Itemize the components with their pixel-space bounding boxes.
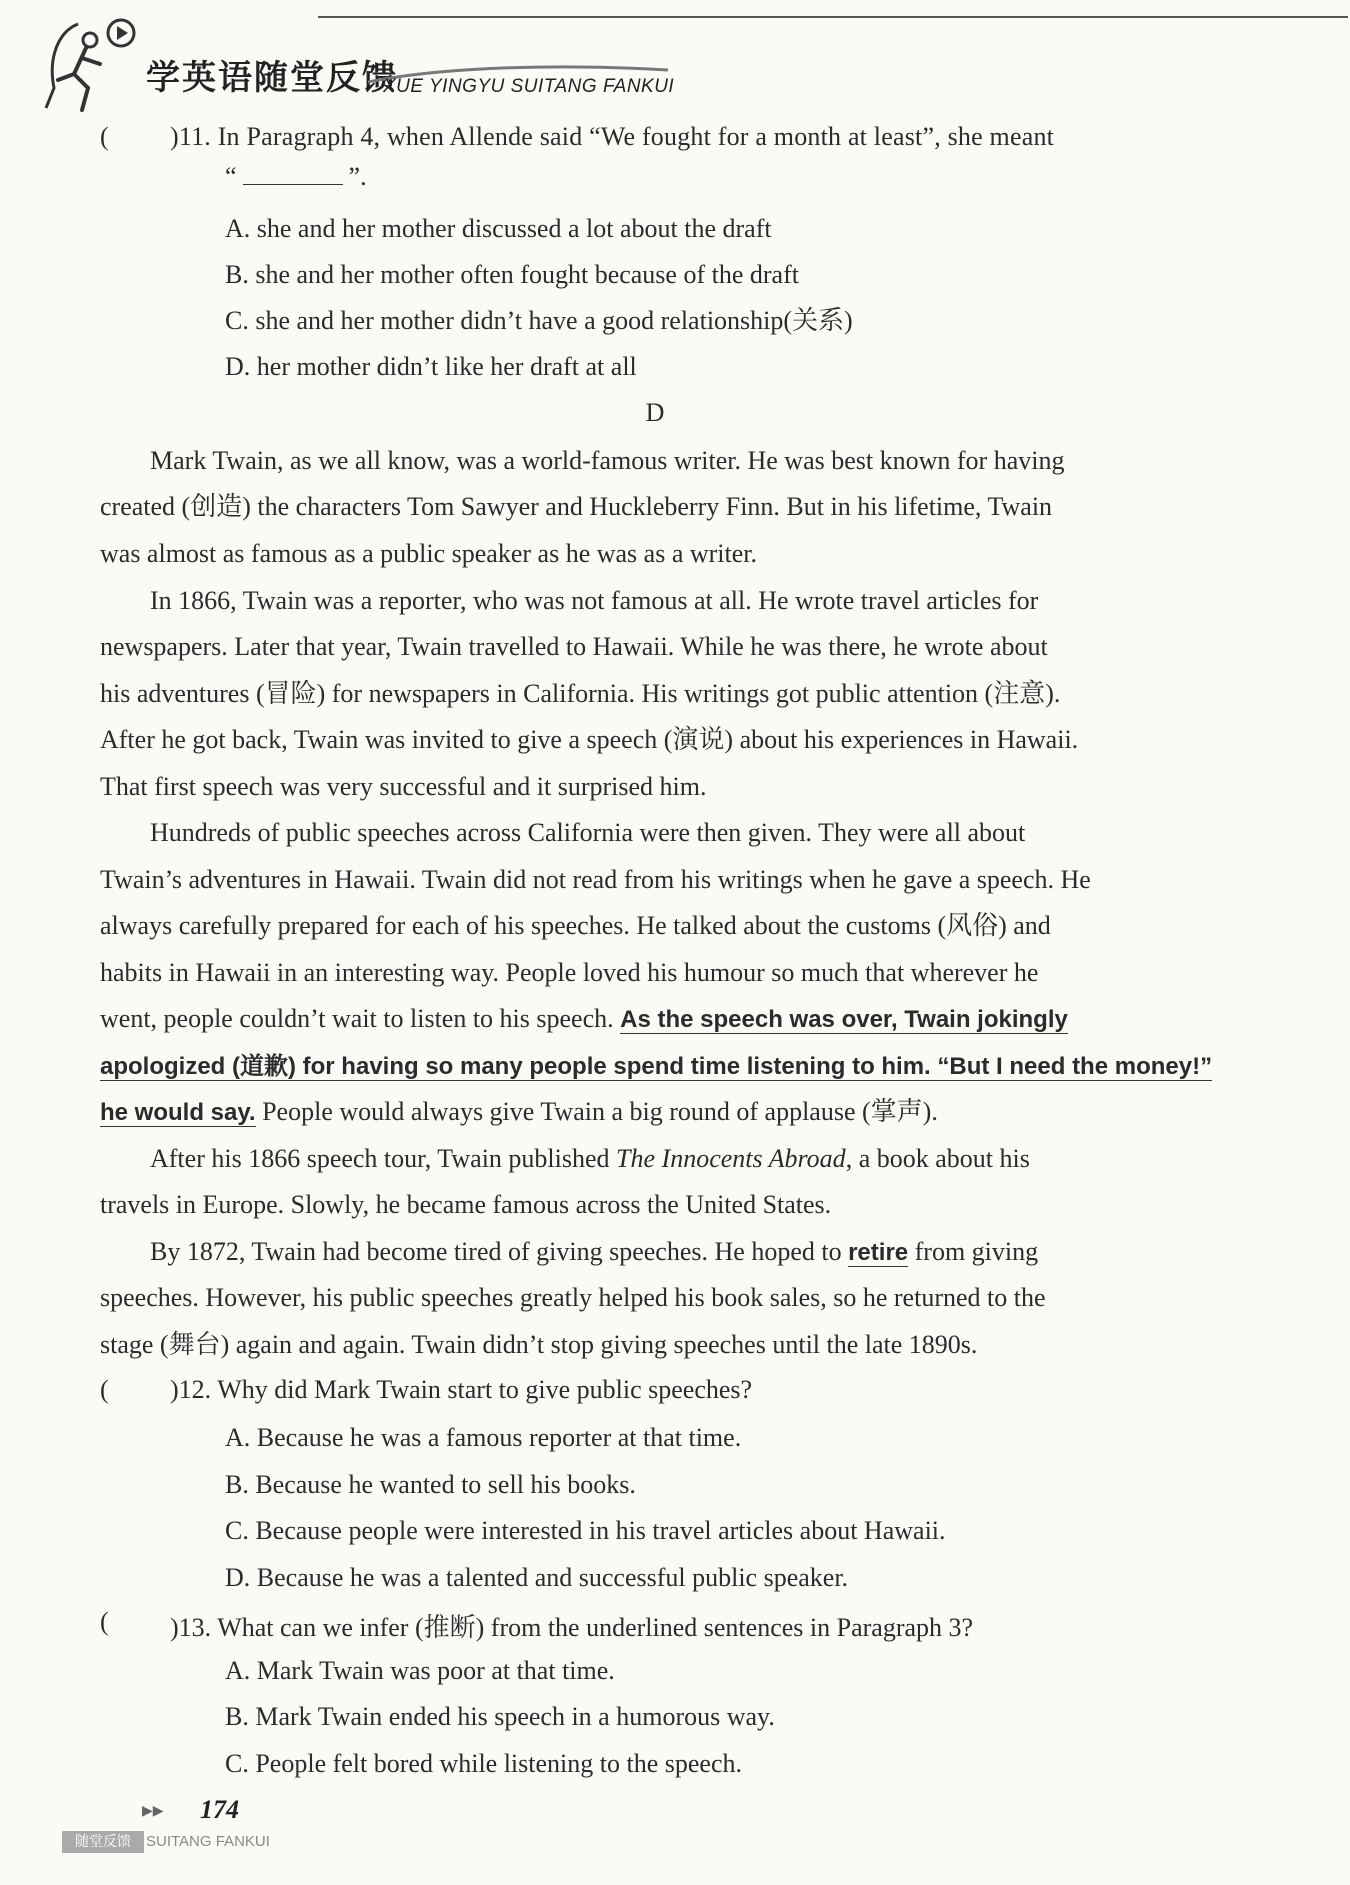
page-number: 174	[200, 1795, 239, 1824]
passage-p2-line5: That first speech was very successful and it surprised him.	[100, 772, 707, 801]
header-title-cn: 学英语随堂反馈	[146, 58, 398, 98]
passage-p5-line3: stage (舞台) again and again. Twain didn’t stop giving speeches until the late 1890s.	[100, 1330, 978, 1359]
passage-p1-line2: created (创造) the characters Tom Sawyer and Huckleberry Finn. But in his lifetime, Twain	[100, 492, 1053, 521]
passage-p4-line2: travels in Europe. Slowly, he became famous across the United States.	[100, 1190, 832, 1219]
q11-answer-blank[interactable]	[243, 164, 343, 185]
q11-answer-paren[interactable]: (	[100, 122, 109, 151]
q12-answer-paren[interactable]: (	[100, 1375, 109, 1404]
passage-p4-line1-a: After his 1866 speech tour, Twain published	[150, 1144, 617, 1173]
passage-p4-line1	[150, 1142, 1030, 1176]
section-label: D	[645, 398, 665, 427]
passage-p3-line4: habits in Hawaii in an interesting way. People loved his humour so much that wherever he	[100, 958, 1039, 987]
passage-p5-line1	[150, 1235, 1038, 1270]
passage-p5-line1-a: By 1872, Twain had become tired of giving speeches. He hoped to	[150, 1237, 849, 1266]
q12-option-c[interactable]: C. Because people were interested in his travel articles about Hawaii.	[225, 1516, 946, 1545]
footer-tag-en: SUITANG FANKUI	[146, 1833, 270, 1850]
q12-option-d[interactable]: D. Because he was a talented and successful public speaker.	[225, 1563, 849, 1592]
q12-option-b[interactable]: B. Because he wanted to sell his books.	[225, 1470, 636, 1499]
footer-tag-cn: 随堂反馈	[62, 1831, 144, 1853]
q12-stem: )12. Why did Mark Twain start to give public speeches?	[170, 1375, 753, 1404]
passage-p3-line7-plain: People would always give Twain a big round of applause (掌声).	[255, 1097, 938, 1126]
passage-p3-line7	[100, 1095, 938, 1130]
passage-p2-line2: newspapers. Later that year, Twain travelled to Hawaii. While he was there, he wrote about	[100, 632, 1048, 661]
passage-p3-line2: Twain’s adventures in Hawaii. Twain did not read from his writings when he gave a speech. He	[100, 865, 1091, 894]
play-icon	[106, 18, 136, 48]
q11-blank-line	[225, 160, 367, 194]
underlined-sentence-part3: he would say.	[100, 1099, 256, 1126]
q11-stem: )11. In Paragraph 4, when Allende said “We fought for a month at least”, she meant	[170, 122, 1055, 151]
passage-p3-line1: Hundreds of public speeches across California were then given. They were all about	[150, 818, 1026, 847]
q12-option-a[interactable]: A. Because he was a famous reporter at that time.	[225, 1423, 742, 1452]
q13-option-b[interactable]: B. Mark Twain ended his speech in a humorous way.	[225, 1702, 775, 1731]
q11-quote-open: “	[225, 162, 237, 191]
passage-p2-line1: In 1866, Twain was a reporter, who was not famous at all. He wrote travel articles for	[150, 586, 1039, 615]
header-title-pinyin: XUE YINGYU SUITANG FANKUI	[383, 76, 675, 97]
passage-p3-line3: always carefully prepared for each of his speeches. He talked about the customs (风俗) and	[100, 911, 1051, 940]
passage-p5-line2: speeches. However, his public speeches greatly helped his book sales, so he returned to the	[100, 1283, 1046, 1312]
q13-answer-paren[interactable]: (	[100, 1607, 109, 1636]
q11-option-d[interactable]: D. her mother didn’t like her draft at all	[225, 352, 637, 381]
q13-option-c[interactable]: C. People felt bored while listening to the speech.	[225, 1749, 742, 1778]
page-footer	[60, 1795, 360, 1855]
passage-p1-line1: Mark Twain, as we all know, was a world-famous writer. He was best known for having	[150, 446, 1065, 475]
passage-p3-line5-plain: went, people couldn’t wait to listen to his speech.	[100, 1004, 621, 1033]
passage-p2-line3: his adventures (冒险) for newspapers in California. His writings got public attention (注意).	[100, 679, 1061, 708]
q13-option-a[interactable]: A. Mark Twain was poor at that time.	[225, 1656, 615, 1685]
passage-p4-line1-b: , a book about his	[845, 1144, 1030, 1173]
passage-p2-line4: After he got back, Twain was invited to give a speech (演说) about his experiences in Hawaii.	[100, 725, 1079, 754]
q11-option-a[interactable]: A. she and her mother discussed a lot about the draft	[225, 214, 772, 243]
arrows-icon: ▶▶	[142, 1803, 164, 1819]
page-header	[38, 12, 1328, 112]
underlined-sentence-part2: apologized (道歉) for having so many people spend time listening to him. “But I need the money!”	[100, 1053, 1213, 1080]
passage-p3-line6	[100, 1049, 1212, 1084]
passage-p3-line5	[100, 1002, 1068, 1037]
passage-p1-line3: was almost as famous as a public speaker as he was as a writer.	[100, 539, 758, 568]
q11-option-c[interactable]: C. she and her mother didn’t have a good relationship(关系)	[225, 306, 853, 335]
underlined-word-retire: retire	[848, 1239, 909, 1266]
q11-quote-close: ”.	[348, 162, 367, 191]
book-title: The Innocents Abroad	[616, 1144, 846, 1173]
header-rule	[318, 16, 1348, 18]
q13-stem: )13. What can we infer (推断) from the underlined sentences in Paragraph 3?	[170, 1613, 974, 1642]
underlined-sentence-part1: As the speech was over, Twain jokingly	[620, 1006, 1068, 1033]
passage-p5-line1-b: from giving	[908, 1237, 1039, 1266]
q11-option-b[interactable]: B. she and her mother often fought because of the draft	[225, 260, 799, 289]
